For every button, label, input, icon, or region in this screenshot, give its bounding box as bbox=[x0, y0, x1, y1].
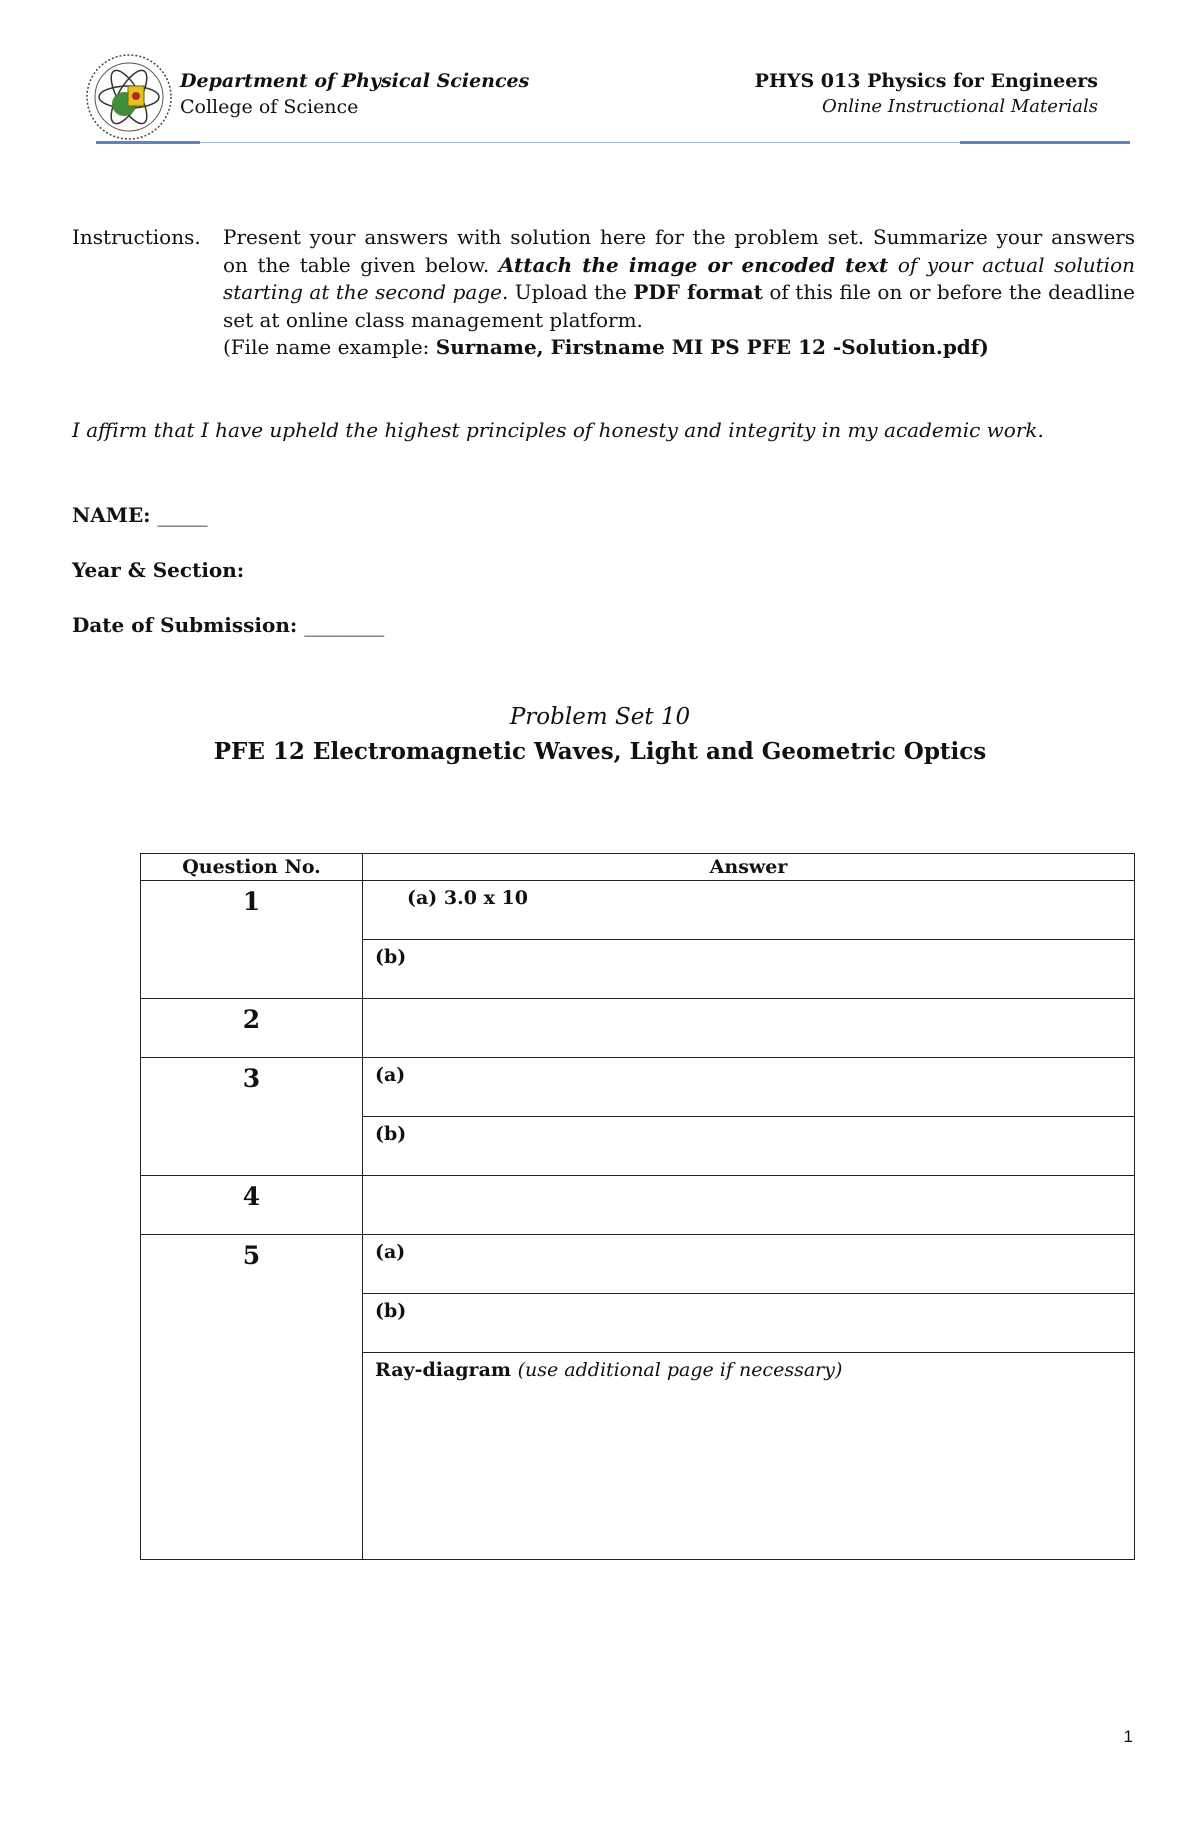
instructions-part: . Upload the bbox=[501, 280, 634, 304]
ray-diagram-note: (use additional page if necessary) bbox=[517, 1359, 843, 1381]
table-header-row bbox=[141, 854, 1135, 881]
instructions-emphasis: Attach the image or encoded text bbox=[498, 252, 889, 277]
table-row bbox=[141, 999, 1135, 1058]
answer-cell: (b) bbox=[363, 1117, 1135, 1176]
name-blank: _____ bbox=[157, 503, 208, 527]
page-number: 1 bbox=[1123, 1727, 1133, 1746]
filename-prefix: (File name example: bbox=[223, 335, 436, 359]
question-number: 4 bbox=[141, 1176, 363, 1235]
year-section-label: Year & Section: bbox=[72, 558, 245, 582]
instructions-pdf-format: PDF format bbox=[633, 280, 763, 304]
materials-label: Online Instructional Materials bbox=[821, 96, 1098, 117]
question-number: 3 bbox=[141, 1058, 363, 1176]
table-row bbox=[141, 1235, 1135, 1294]
college-name: College of Science bbox=[180, 96, 359, 118]
ray-diagram-cell bbox=[363, 1353, 1135, 1560]
college-seal-logo bbox=[84, 52, 174, 142]
header-question-no: Question No. bbox=[141, 854, 363, 881]
instructions-text bbox=[223, 224, 1135, 362]
answer-cell: (a) 3.0 x 10 bbox=[363, 881, 1135, 940]
problem-set-title: Problem Set 10 bbox=[509, 704, 691, 730]
answer-cell: (a) bbox=[363, 1235, 1135, 1294]
date-submission-field bbox=[72, 613, 384, 637]
question-number: 5 bbox=[141, 1235, 363, 1560]
answer-cell bbox=[363, 1176, 1135, 1235]
instructions-part: of this file on or before the deadline set at online class management platform. bbox=[223, 280, 1135, 332]
course-title: PHYS 013 Physics for Engineers bbox=[754, 70, 1098, 92]
table-row bbox=[141, 881, 1135, 940]
instructions-italic: of your actual solution starting at the second page bbox=[223, 252, 1135, 304]
table-row bbox=[141, 1058, 1135, 1117]
answer-cell: (b) bbox=[363, 940, 1135, 999]
instructions-part: Present your answers with solution here for the problem set. Summarize your answers on the table given below. bbox=[223, 225, 1135, 277]
ray-diagram-label: Ray-diagram bbox=[375, 1359, 511, 1381]
year-section-field bbox=[72, 558, 244, 582]
name-label: NAME: bbox=[72, 503, 151, 527]
header-answer: Answer bbox=[363, 854, 1135, 881]
question-number: 2 bbox=[141, 999, 363, 1058]
header-rule-accent-left bbox=[96, 141, 200, 144]
name-field bbox=[72, 503, 208, 527]
answer-cell: (b) bbox=[363, 1294, 1135, 1353]
answer-cell bbox=[363, 999, 1135, 1058]
department-name: Department of Physical Sciences bbox=[180, 70, 530, 92]
question-number: 1 bbox=[141, 881, 363, 999]
answer-table bbox=[140, 853, 1135, 1560]
honesty-affirmation: I affirm that I have upheld the highest principles of honesty and integrity in my academic work. bbox=[72, 418, 1044, 442]
table-row bbox=[141, 1176, 1135, 1235]
filename-example: Surname, Firstname MI PS PFE 12 -Solution.pdf) bbox=[435, 335, 989, 359]
date-blank: ________ bbox=[304, 613, 385, 637]
header-rule-accent-right bbox=[960, 141, 1130, 144]
date-submission-label: Date of Submission: bbox=[72, 613, 298, 637]
problem-set-subtitle: PFE 12 Electromagnetic Waves, Light and Geometric Optics bbox=[213, 738, 987, 765]
answer-cell: (a) bbox=[363, 1058, 1135, 1117]
instructions-label: Instructions. bbox=[72, 225, 201, 249]
